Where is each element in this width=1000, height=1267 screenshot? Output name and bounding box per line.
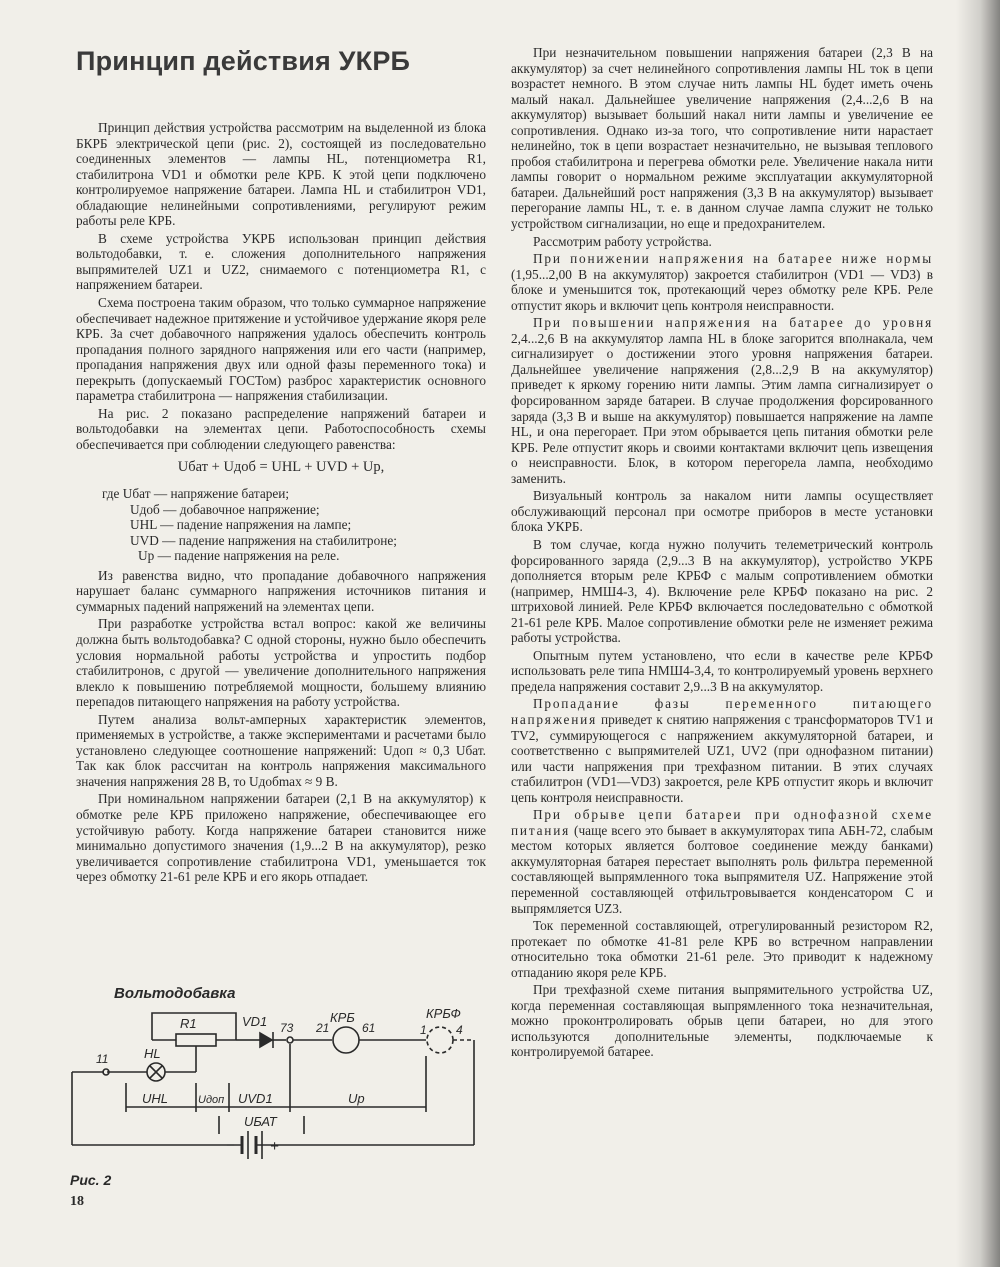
paragraph: В том случае, когда нужно получить телеметрический контроль форсированного заряда (2,9...3 В на аккумулятор), устройство УКРБ дополняется вторым реле КРБФ с малым сопротивлением обмотки (например, НМШ4-3, 4). Включение реле КРБФ показано на рис. 2 штриховой линией. Реле КРБФ включается последовательно с обмоткой 21-61 реле КРБ. Малое сопротивление обмотки реле не изменяет режима работы устройства. [511,536,933,646]
node-1-label: 1 [420,1023,427,1037]
booster-label: Вольтодобавка [114,985,236,1002]
battery-plus: + [270,1138,279,1155]
node-73-label: 73 [280,1021,294,1035]
r1-label: R1 [180,1016,197,1031]
left-column [76,120,486,887]
definition-line: Uр — падение напряжения на реле. [138,548,340,564]
paragraph: Опытным путем установлено, что если в качестве реле КРБФ использовать реле типа НМШ4-3,4, то контролируемый уровень верхнего предела напряжения составит 2,9...3 В на аккумулятор. [511,647,933,694]
r1-resistor [176,1034,216,1046]
spaced-lead: Пропадание фазы переменного питающего напряжения [511,696,933,727]
figure-caption: Рис. 2 [70,1172,112,1188]
circuit-diagram [64,970,494,1170]
paragraph: Из равенства видно, что пропадание добавочного напряжения нарушает баланс суммарного напряжения источников питания и суммарных падений напряжений на элементах цепи. [76,567,486,614]
vd1-diode [260,1033,272,1047]
krbf-relay [427,1027,453,1053]
paragraph: Схема построена таким образом, что только суммарное напряжение обеспечивает надежное притяжение и устойчивое удержание якоря реле КРБ. За счет добавочного напряжения удалось обеспечить контроль пропадания полного зарядного напряжения или его части (например, пропадания напряжения двух или одной фазы переменного тока) и перекрыть (допускаемый ГОСТом) разброс характеристик основного параметра стабилитрона — напряжения стабилизации. [76,295,486,404]
krbf-label: КРБФ [426,1006,461,1021]
spaced-lead: При повышении напряжения на батарее до уровня [533,315,933,331]
paragraph: Ток переменной составляющей, отрегулированный резистором R2, протекает по обмотке 41-81 реле КРБ во встречном направлении относительно тока обмотки 21-61 реле. Это приводит к надежному отпаданию якоря реле КРБ. [511,918,933,980]
paragraph: Рассмотрим работу устройства. [533,233,712,249]
page-edge-shadow [956,0,1000,1267]
paragraph [511,315,933,486]
paragraph-body: 2,4...2,6 В на аккумулятор лампа HL в блоке загорится вполнакала, чем сигнализирует о достижении этого уровня напряжения батареи. Дальнейшее увеличение напряжения (2,8...2,9 В на аккумулятор) приведет к яркому горению нити лампы. Этим лампа сигнализирует о форсированном заряде батареи. В случае продолжения форсированного заряда (3,3 В и выше на аккумулятор) повышается напряжение на лампе HL, и она перегорает. При этом обрывается цепь питания обмотки реле КРБ. Реле отпустит якорь и своими контактами включит цепь извещения о неисправности. Блок, в котором перегорела лампа, необходимо заменить. [511,330,933,486]
spaced-lead: При понижении напряжения на батарее ниже нормы [533,251,933,267]
paragraph [511,696,933,805]
paragraph-body: (чаще всего это бывает в аккумуляторах типа АБН-72, слабым местом которых является болтовое соединение между банками) аккумуляторная батарея перестает выполнять роль фильтра переменной составляющей выпрямленного тока выпрямителя UZ. Напряжение этой переменной составляющей отфильтровывается конденсатором С и выпрямляется UZ3. [511,822,933,916]
paragraph [511,251,933,313]
u-dop-label: Uдоп [198,1094,225,1106]
definition-line: UHL — падение напряжения на лампе; [130,517,352,533]
hl-label: HL [144,1046,161,1061]
paragraph: Принцип действия устройства рассмотрим на выделенной из блока БКРБ электрической цепи (рис. 2), состоящей из последовательно соединенных элементов — лампы HL, потенциометра R1, стабилитрона VD1 и обмотки реле КРБ. К этой цепи подключено контролируемое напряжение батареи. Лампа HL и стабилитрон VD1, обладающие нелинейными сопротивлениями, регулируют режим работы реле КРБ. [76,120,486,229]
paragraph: На рис. 2 показано распределение напряжений батареи и вольтодобавки на элементах цепи. Работоспособность схемы обеспечивается при соблюдении следующего равенства: [76,405,486,452]
right-column [511,45,933,1062]
paragraph: Путем анализа вольт-амперных характеристик элементов, применяемых в устройстве, а также экспериментами и расчетами было установлено следующее соотношение напряжений: Uдоп ≈ 0,3 Uбат. Так как блок рассчитан на контроль напряжения максимального значения напряжения 28 В, то Uдобmax ≈ 9 В. [76,711,486,789]
balance-formula: Uбат + Uдоб = UHL + UVD + Uр, [177,459,385,476]
vd1-label: VD1 [242,1014,268,1029]
definition-line: UVD — падение напряжения на стабилитроне; [130,532,397,548]
paragraph-body: (1,95...2,00 В на аккумулятор) закроется стабилитрон (VD1 — VD3) в блоке и уменьшится ток, протекающий через обмотку реле КРБ. Реле отпустит якорь и включит цепь контроля неисправности. [511,266,933,313]
spaced-lead: При обрыве цепи батареи при однофазной схеме питания [511,807,933,838]
u-hl-label: UHL [142,1091,169,1106]
battery-minus: − [226,1137,235,1154]
u-vd1-label: UVD1 [238,1091,273,1106]
formula-definitions [102,486,486,564]
paragraph: При незначительном повышении напряжения батареи (2,3 В на аккумулятор) за счет нелинейного сопротивления лампы HL ток в цепи возрастет немного. В этом случае нить лампы HL будет иметь очень малый накал. Дальнейшее увеличение напряжения (2,4...2,6 В на аккумулятор) вызывает больший накал нити лампы и увеличение ее сопротивления. Однако из-за того, что сопротивление нити нарастает нелинейно, ток в цепи возрастает незначительно, не вызывая теплового пробоя стабилитрона и перегрева обмотки реле. Увеличение накала нити лампы говорит о нормальном режиме эксплуатации аккумуляторной батареи. Дальнейший рост напряжения (3,3 В на аккумулятор) вызывает перегорание лампы HL, т. е. в данном случае лампа служит не только устройством сигнализации, но еще и предохранителем. [511,45,933,232]
paragraph-body: приведет к снятию напряжения с трансформаторов TV1 и TV2, суммирующегося с напряжением аккумуляторной батареи, и соответственно с выпрямителей UZ1, UV2 (при однофазном питании) или части напряжения при трехфазном питании. В этих случаях стабилитрон (VD1—VD3) закроется, реле КРБ отпустит якорь и включит цепь контроля неисправности. [511,711,933,805]
u-r-label: Uр [348,1091,365,1106]
paragraph [511,807,933,916]
paragraph: При трехфазной схеме питания выпрямительного устройства UZ, когда переменная составляющая выпрямленного тока незначительная, можно проконтролировать обрыв цепи батареи, но для этого используются дополнительные элементы, подключаемые к контролируемой батарее. [511,982,933,1060]
u-bat-label: UБАТ [244,1114,277,1129]
definition-line: Uдоб — добавочное напряжение; [130,501,320,517]
paragraph: В схеме устройства УКРБ использован принцип действия вольтодобавки, т. е. сложения дополнительного напряжения выпрямителей UZ1 и UZ2, снимаемого с потенциометра R1, с напряжением батареи. [76,230,486,293]
page-title: Принцип действия УКРБ [76,46,411,76]
node-73 [287,1037,293,1043]
paragraph: При разработке устройства встал вопрос: какой же величины должна быть вольтодобавка? С одной стороны, нужно было обеспечить условия нормальной работы устройства и упростить подбор стабилитронов, с другой — увеличение дополнительного напряжения влекло к повышению потребляемой мощности, большему влиянию перепадов питающего напряжения на работу устройства. [76,616,486,710]
node-61-label: 61 [362,1021,376,1035]
paragraph: При номинальном напряжении батареи (2,1 В на аккумулятор) к обмотке реле КРБ приложено напряжение, обеспечивающее его устойчивую работу. Когда напряжение батареи становится ниже минимально допустимого значения (1,9...2 В на аккумулятор), резко увеличивается сопротивление стабилитрона VD1, уменьшается ток через обмотку 21-61 реле КРБ и его якорь отпадает. [76,791,486,885]
page-number: 18 [70,1194,84,1209]
krb-relay [333,1027,359,1053]
node-11-label: 11 [96,1052,109,1066]
definition-line: где Uбат — напряжение батареи; [102,486,290,502]
node-4-label: 4 [456,1023,463,1037]
paragraph: Визуальный контроль за накалом нити лампы осуществляет обслуживающий персонал при осмотре приборов в месте установки блока УКРБ. [511,488,933,535]
node-21-label: 21 [316,1021,330,1035]
krb-label: КРБ [330,1010,355,1025]
